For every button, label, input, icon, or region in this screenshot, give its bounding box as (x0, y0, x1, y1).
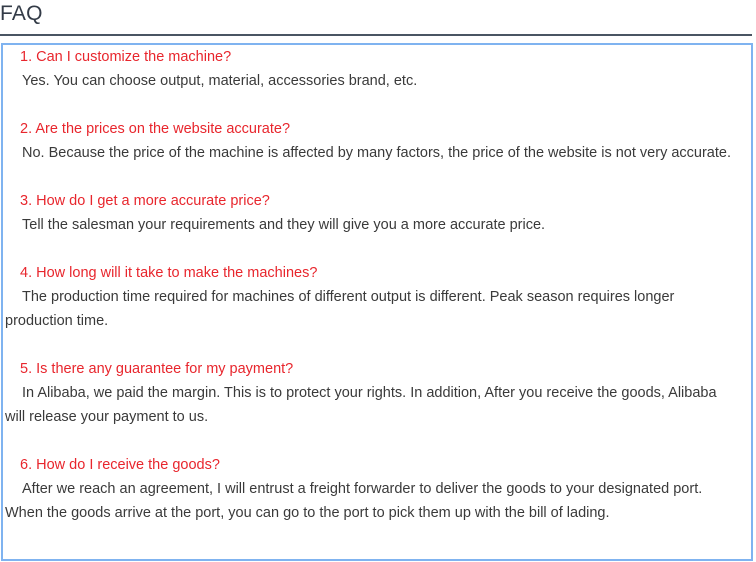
faq-spacer (3, 237, 751, 261)
faq-answer: Yes. You can choose output, material, accessories brand, etc. (22, 73, 418, 89)
faq-item-4 (3, 261, 751, 357)
faq-spacer (3, 93, 751, 117)
faq-answer: Tell the salesman your requirements and they will give you a more accurate price. (22, 217, 546, 233)
faq-question: 2. Are the prices on the website accurate? (20, 121, 291, 137)
faq-item-5 (3, 357, 751, 453)
faq-question: 6. How do I receive the goods? (20, 457, 220, 473)
faq-item-6 (3, 453, 751, 525)
faq-question: 1. Can I customize the machine? (20, 49, 232, 65)
faq-question: 5. Is there any guarantee for my payment? (20, 361, 294, 377)
page-title: FAQ (0, 2, 43, 25)
faq-list (3, 45, 751, 525)
faq-answer: No. Because the price of the machine is affected by many factors, the price of the website is not very accurate. (22, 145, 731, 161)
faq-panel (1, 43, 753, 561)
faq-spacer (3, 165, 751, 189)
faq-answer: The production time required for machines of different output is different. Peak season requires longer production time. (5, 289, 675, 329)
faq-answer: In Alibaba, we paid the margin. This is to protect your rights. In addition, After you receive the goods, Alibaba will release your payment to us. (5, 385, 717, 425)
faq-question: 4. How long will it take to make the machines? (20, 265, 318, 281)
faq-item-2 (3, 117, 751, 189)
faq-item-1 (3, 45, 751, 117)
faq-answer: After we reach an agreement, I will entrust a freight forwarder to deliver the goods to your designated port. When the goods arrive at the port, you can go to the port to pick them up with the bill of lading. (5, 481, 703, 521)
faq-item-3 (3, 189, 751, 261)
faq-spacer (3, 333, 751, 357)
faq-header (0, 0, 752, 36)
faq-spacer (3, 429, 751, 453)
faq-question: 3. How do I get a more accurate price? (20, 193, 270, 209)
